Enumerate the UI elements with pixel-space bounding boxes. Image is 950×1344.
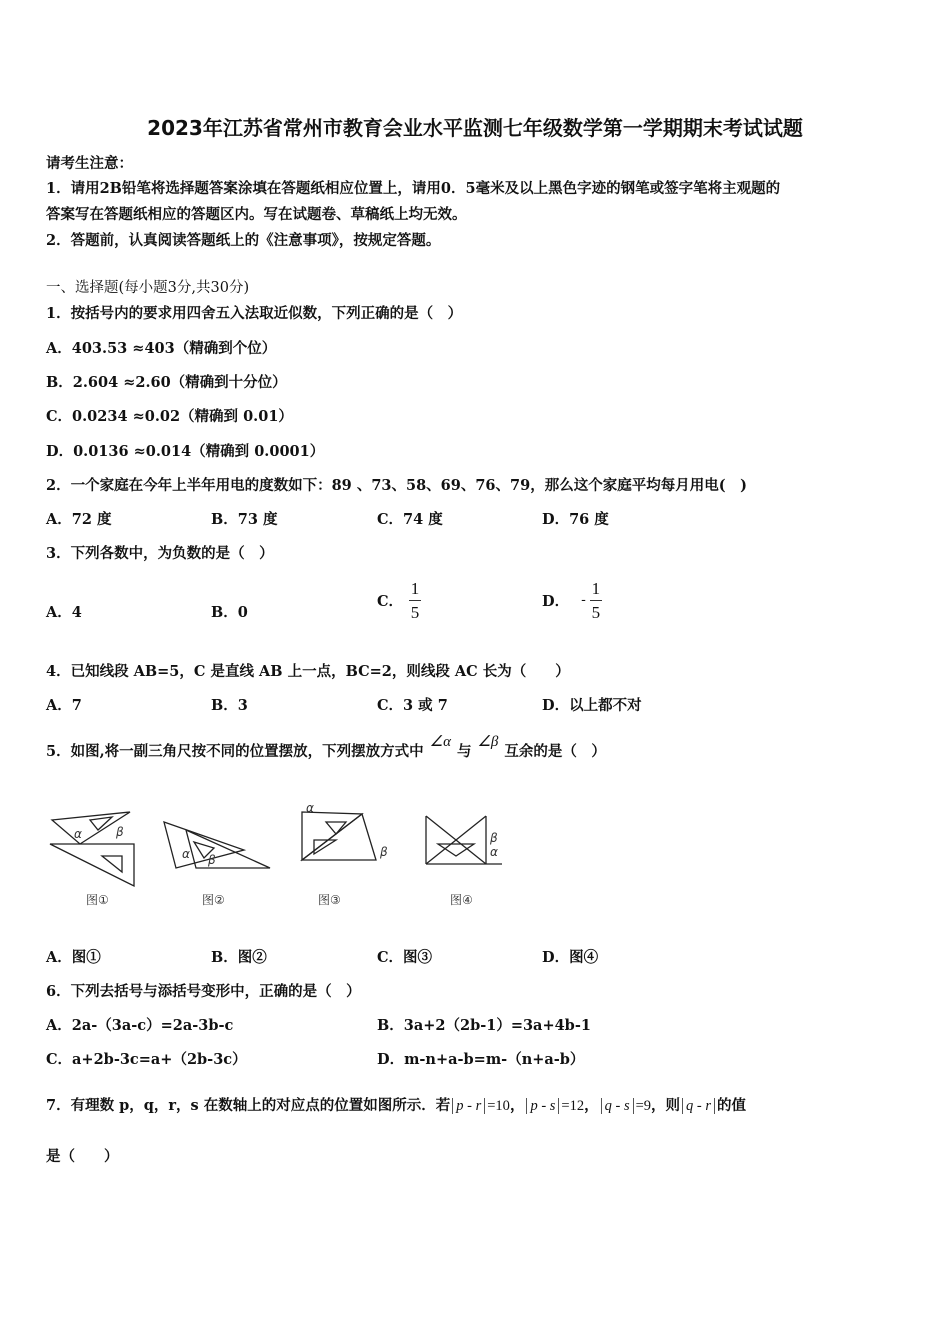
denominator: 5 xyxy=(410,602,420,622)
q1-option-c: C．0.0234 ≈0.02（精确到 0.01） xyxy=(46,408,293,425)
fraction-bar xyxy=(590,600,602,601)
angle-alpha: ∠α xyxy=(429,734,451,750)
q7-stem-cont: 是（ ） xyxy=(46,1148,119,1165)
notice-item-1: 1．请用2B铅笔将选择题答案涂填在答题纸相应位置上，请用0．5毫米及以上黑色字迹的钢笔或签字笔将主观题的 xyxy=(46,180,781,197)
q7-tail: 的值 xyxy=(717,1097,747,1114)
q2-option-b: B．73 度 xyxy=(211,511,278,528)
notice-item-1-cont: 答案写在答题纸相应的答题区内。写在试题卷、草稿纸上均无效。 xyxy=(46,206,467,223)
comma: ， xyxy=(584,1097,599,1114)
q5-figures xyxy=(46,800,526,920)
q7-then: ，则 xyxy=(651,1097,681,1114)
value-10: =10 xyxy=(487,1098,510,1114)
figure-2 xyxy=(164,822,270,868)
set-square-b xyxy=(302,814,376,860)
q6-option-a: A．2a-（3a-c）=2a-3b-c xyxy=(46,1017,234,1034)
q3-option-c-label: C． xyxy=(377,592,404,610)
fraction-bar xyxy=(409,600,421,601)
q3-option-a: A．4 xyxy=(46,604,82,621)
q6-option-d: D．m-n+a-b=m-（n+a-b） xyxy=(377,1051,585,1068)
abs-p-r: p - r xyxy=(452,1098,485,1114)
q4-option-c: C．3 或 7 xyxy=(377,697,448,714)
abs-q-s: q - s xyxy=(601,1098,634,1114)
q2-option-a: A．72 度 xyxy=(46,511,112,528)
q3-option-d-label: D． xyxy=(542,592,570,610)
q3-option-d xyxy=(542,576,602,624)
q7-lead: 7．有理数 p，q，r，s 在数轴上的对应点的位置如图所示．若 xyxy=(46,1097,451,1114)
numerator: 1 xyxy=(591,578,601,598)
denominator: 5 xyxy=(591,602,601,622)
label-alpha: α xyxy=(306,801,314,815)
q1-option-b: B．2.604 ≈2.60（精确到十分位） xyxy=(46,374,287,391)
set-square-bottom-inner xyxy=(102,856,122,872)
notice-heading: 请考生注意： xyxy=(46,155,133,172)
abs-p-s: p - s xyxy=(526,1098,559,1114)
figure-1 xyxy=(50,812,134,886)
label-beta: β xyxy=(208,853,216,867)
q6-option-c: C．a+2b-3c=a+（2b-3c） xyxy=(46,1051,247,1068)
notice-item-2: 2．答题前，认真阅读答题纸上的《注意事项》，按规定答题。 xyxy=(46,232,441,249)
q6-stem: 6．下列去括号与添括号变形中，正确的是（ ） xyxy=(46,983,361,1000)
label-beta: β xyxy=(380,845,388,859)
q4-option-a: A．7 xyxy=(46,697,82,714)
label-alpha: α xyxy=(182,847,190,861)
q5-option-b: B．图② xyxy=(211,949,267,966)
fraction-one-fifth xyxy=(590,579,602,622)
value-9: =9 xyxy=(635,1098,652,1114)
q2-option-d: D．76 度 xyxy=(542,511,609,528)
q2-stem: 2．一个家庭在今年上半年用电的度数如下：89 、73、58、69、76、79，那么这个家庭平均每月用电( ) xyxy=(46,477,747,494)
q7-stem xyxy=(46,1094,746,1115)
minus-sign: - xyxy=(581,592,586,608)
q5-option-d: D．图④ xyxy=(542,949,599,966)
figure-3-caption: 图③ xyxy=(318,893,341,907)
q3-option-c xyxy=(377,576,421,624)
label-beta: β xyxy=(116,825,124,839)
q1-stem: 1．按括号内的要求用四舍五入法取近似数，下列正确的是（ ） xyxy=(46,305,463,322)
q5-stem-and: 与 xyxy=(456,743,472,760)
q5-stem-end: 互余的是（ ） xyxy=(504,743,606,760)
q3-option-b: B．0 xyxy=(211,604,248,621)
set-square-top-inner xyxy=(90,817,112,830)
label-alpha: α xyxy=(74,827,82,841)
q5-option-a: A．图① xyxy=(46,949,101,966)
figure-2-caption: 图② xyxy=(202,893,225,907)
q2-option-c: C．74 度 xyxy=(377,511,443,528)
label-alpha: α xyxy=(490,845,498,859)
abs-q-r: q - r xyxy=(682,1098,715,1114)
q4-option-d: D．以上都不对 xyxy=(542,697,642,714)
q4-stem: 4．已知线段 AB=5，C 是直线 AB 上一点，BC=2，则线段 AC 长为（ ） xyxy=(46,663,570,680)
page-title: 2023年江苏省常州市教育会业水平监测七年级数学第一学期期末考试试题 xyxy=(147,116,803,140)
q1-option-a: A．403.53 ≈403（精确到个位） xyxy=(46,340,277,357)
figure-1-caption: 图① xyxy=(86,893,109,907)
figure-3 xyxy=(302,801,388,860)
q1-option-d: D．0.0136 ≈0.014（精确到 0.0001） xyxy=(46,443,325,460)
q4-option-b: B．3 xyxy=(211,697,248,714)
section-heading: 一、选择题(每小题3分,共30分) xyxy=(46,280,250,296)
q5-stem-text: 5．如图,将一副三角尺按不同的位置摆放，下列摆放方式中 xyxy=(46,743,424,760)
angle-beta: ∠β xyxy=(477,734,499,750)
comma: ， xyxy=(509,1097,525,1114)
q3-stem: 3．下列各数中，为负数的是（ ） xyxy=(46,545,274,562)
q6-option-b: B．3a+2（2b-1）=3a+4b-1 xyxy=(377,1017,591,1034)
fraction-one-fifth xyxy=(409,579,421,622)
q5-option-c: C．图③ xyxy=(377,949,433,966)
figure-4-caption: 图④ xyxy=(450,893,473,907)
figure-4 xyxy=(426,816,502,864)
numerator: 1 xyxy=(410,578,420,598)
q5-stem xyxy=(46,734,606,761)
value-12: =12 xyxy=(561,1098,585,1114)
label-beta: β xyxy=(490,831,498,845)
